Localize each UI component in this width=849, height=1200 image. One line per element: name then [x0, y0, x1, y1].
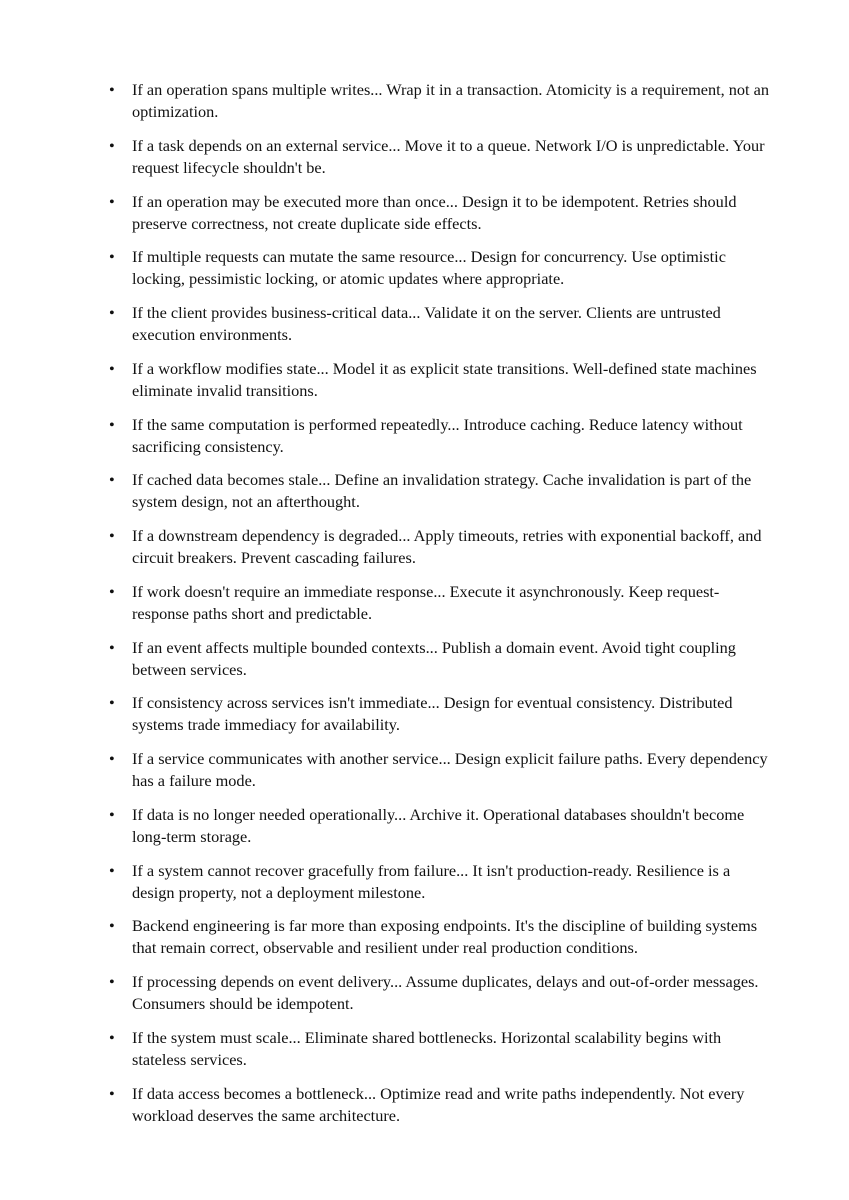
bullet-icon: •: [109, 804, 115, 824]
list-item-text: If cached data becomes stale... Define an invalidation strategy. Cache invalidation is part of the system design, not an afterthought.: [132, 470, 752, 512]
list-item: [109, 1027, 774, 1071]
list-item: [109, 135, 774, 179]
list-item: [109, 581, 774, 625]
list-item-text: If a task depends on an external service... Move it to a queue. Network I/O is unpredictable. Your request lifecycle shouldn't be.: [132, 135, 765, 177]
bullet-icon: •: [109, 358, 115, 378]
list-item: [109, 637, 774, 681]
bullet-icon: •: [109, 637, 115, 657]
bullet-icon: •: [109, 191, 115, 211]
list-item: [109, 79, 774, 123]
list-item: [109, 748, 774, 792]
bullet-icon: •: [109, 860, 115, 880]
bullet-icon: •: [109, 581, 115, 601]
list-item-text: If a system cannot recover gracefully from failure... It isn't production-ready. Resilience is a design property, not a deployment milestone.: [132, 860, 731, 902]
bullet-icon: •: [109, 916, 115, 936]
list-item-text: If an event affects multiple bounded contexts... Publish a domain event. Avoid tight coupling between services.: [132, 637, 736, 679]
list-item: [109, 525, 774, 569]
list-item-text: If the client provides business-critical data... Validate it on the server. Clients are untrusted execution environments.: [132, 303, 721, 345]
bullet-icon: •: [109, 526, 115, 545]
list-item: [109, 915, 774, 959]
list-item-text: If data access becomes a bottleneck... Optimize read and write paths independently. Not every workload deserves the same architecture.: [132, 1083, 745, 1125]
list-item-text: If an operation may be executed more than once... Design it to be idempotent. Retries should preserve correctness, not create duplicate side effects.: [132, 191, 737, 233]
bullet-icon: •: [109, 135, 115, 155]
bullet-icon: •: [109, 749, 115, 768]
list-item: [109, 804, 774, 848]
list-item-text: If a downstream dependency is degraded... Apply timeouts, retries with exponential backoff, and circuit breakers. Prevent cascading failures.: [132, 526, 762, 568]
list-item-text: If consistency across services isn't immediate... Design for eventual consistency. Distributed systems trade immediacy for availability.: [132, 693, 733, 735]
bullet-icon: •: [109, 80, 115, 99]
list-item-text: If work doesn't require an immediate response... Execute it asynchronously. Keep request-response paths short and predictable.: [132, 581, 720, 623]
list-item-text: If multiple requests can mutate the same resource... Design for concurrency. Use optimistic locking, pessimistic locking, or atomic updates where appropriate.: [132, 247, 726, 289]
list-item: [109, 860, 774, 904]
list-item-text: If the same computation is performed repeatedly... Introduce caching. Reduce latency without sacrificing consistency.: [132, 414, 743, 456]
bullet-icon: •: [109, 693, 115, 713]
list-item: [109, 1083, 774, 1127]
bullet-icon: •: [109, 303, 115, 322]
list-item-text: If processing depends on event delivery... Assume duplicates, delays and out-of-order messages. Consumers should be idempotent.: [132, 972, 759, 1014]
list-item-text: If a service communicates with another service... Design explicit failure paths. Every dependency has a failure mode.: [132, 749, 768, 791]
list-item: [109, 692, 774, 736]
bullet-icon: •: [109, 1027, 115, 1047]
bullet-icon: •: [109, 972, 115, 991]
list-item-text: If data is no longer needed operationally... Archive it. Operational databases shouldn't become long-term storage.: [132, 804, 745, 846]
list-item-text: If a workflow modifies state... Model it as explicit state transitions. Well-defined state machines eliminate invalid transitions.: [132, 358, 757, 400]
list-item-text: Backend engineering is far more than exposing endpoints. It's the discipline of building systems that remain correct, observable and resilient under real production conditions.: [132, 916, 758, 958]
bullet-list: [109, 79, 774, 1138]
list-item-text: If an operation spans multiple writes... Wrap it in a transaction. Atomicity is a requirement, not an optimization.: [132, 80, 770, 122]
list-item-text: If the system must scale... Eliminate shared bottlenecks. Horizontal scalability begins with stateless services.: [132, 1027, 722, 1069]
bullet-icon: •: [109, 470, 115, 490]
list-item: [109, 358, 774, 402]
bullet-icon: •: [109, 414, 115, 434]
list-item: [109, 191, 774, 235]
list-item: [109, 302, 774, 346]
list-item: [109, 469, 774, 513]
list-item: [109, 246, 774, 290]
bullet-icon: •: [109, 247, 115, 267]
list-item: [109, 414, 774, 458]
list-item: [109, 971, 774, 1015]
bullet-icon: •: [109, 1083, 115, 1103]
